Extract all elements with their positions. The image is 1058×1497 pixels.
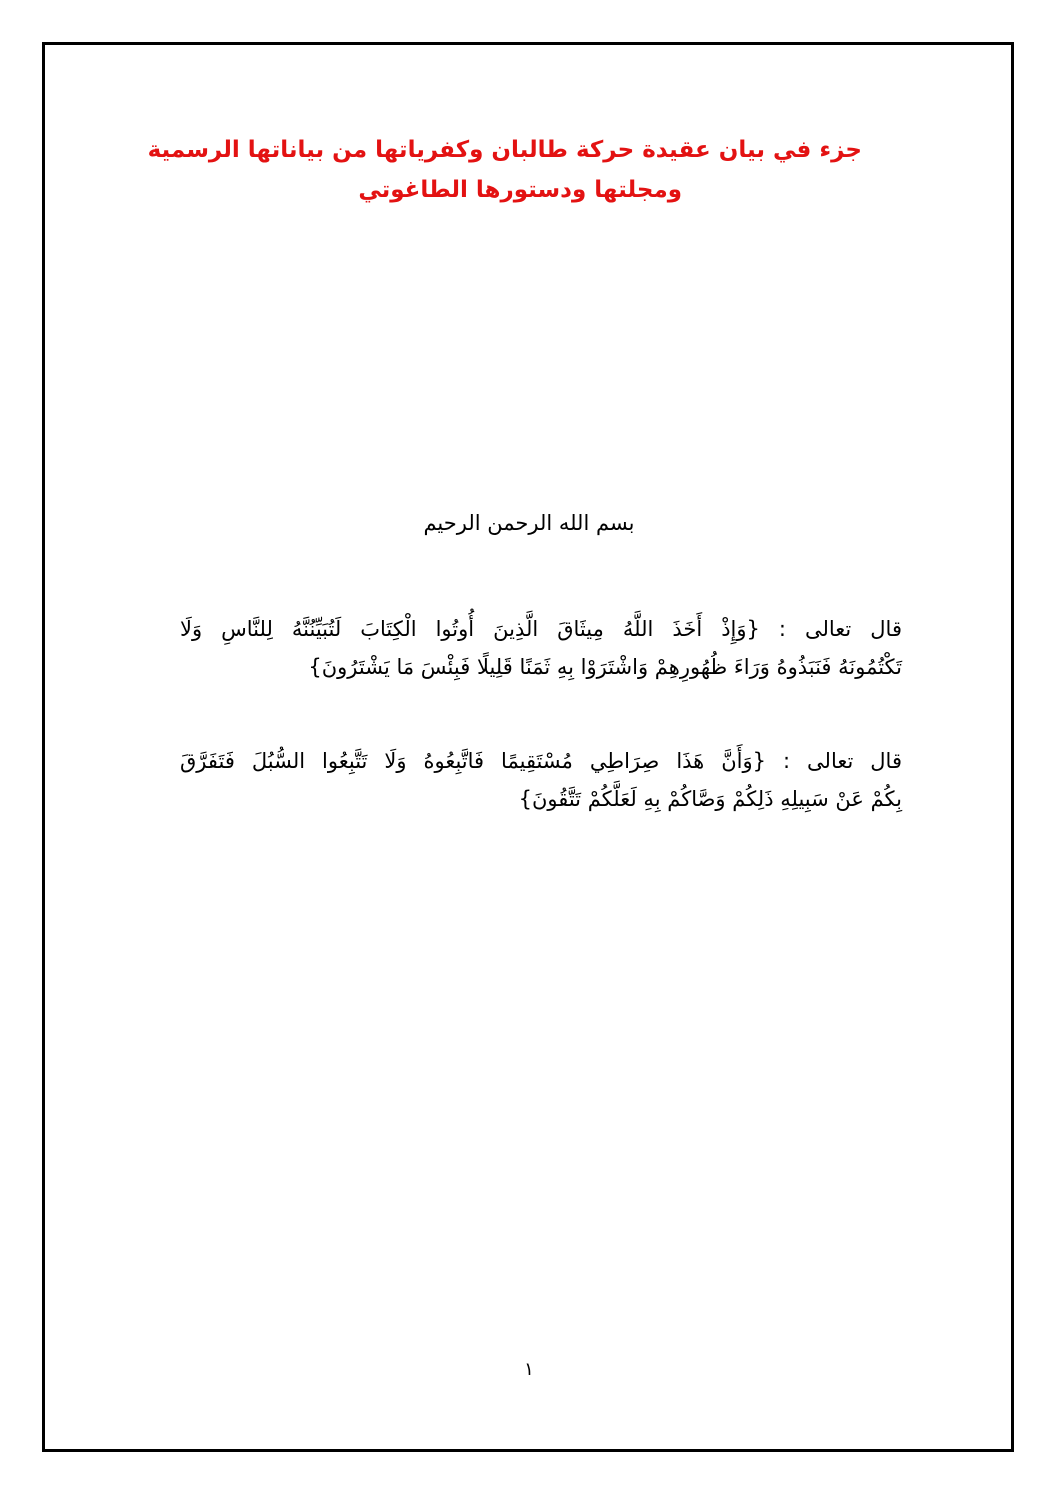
document-title — [147, 130, 862, 210]
verse-2-line-1: قال تعالى : {وَأَنَّ هَذَا صِرَاطِي مُسْتَقِيمًا فَاتَّبِعُوهُ وَلَا تَتَّبِعُوا السُّبُلَ فَتَفَرَّقَ — [180, 749, 902, 773]
page-number: ١ — [524, 1359, 534, 1380]
title-line-1: جزء في بيان عقيدة حركة طالبان وكفرياتها من بياناتها الرسمية — [147, 137, 862, 163]
title-line-2: ومجلتها ودستورها الطاغوتي — [358, 177, 682, 203]
verse-1-line-1: قال تعالى : {وَإِذْ أَخَذَ اللَّهُ مِيثَاقَ الَّذِينَ أُوتُوا الْكِتَابَ لَتُبَيِّنُنَّهُ لِلنَّاسِ وَلَا — [180, 617, 902, 641]
verse-paragraph-1 — [180, 610, 902, 686]
verse-2-line-2: بِكُمْ عَنْ سَبِيلِهِ ذَلِكُمْ وَصَّاكُمْ بِهِ لَعَلَّكُمْ تَتَّقُونَ} — [518, 787, 902, 811]
verse-paragraph-2 — [180, 742, 902, 818]
basmala: بسم الله الرحمن الرحيم — [423, 511, 635, 535]
verse-1-line-2: تَكْتُمُونَهُ فَنَبَذُوهُ وَرَاءَ ظُهُورِهِمْ وَاشْتَرَوْا بِهِ ثَمَنًا قَلِيلًا فَبِئْسَ مَا يَشْتَرُونَ} — [308, 655, 902, 679]
